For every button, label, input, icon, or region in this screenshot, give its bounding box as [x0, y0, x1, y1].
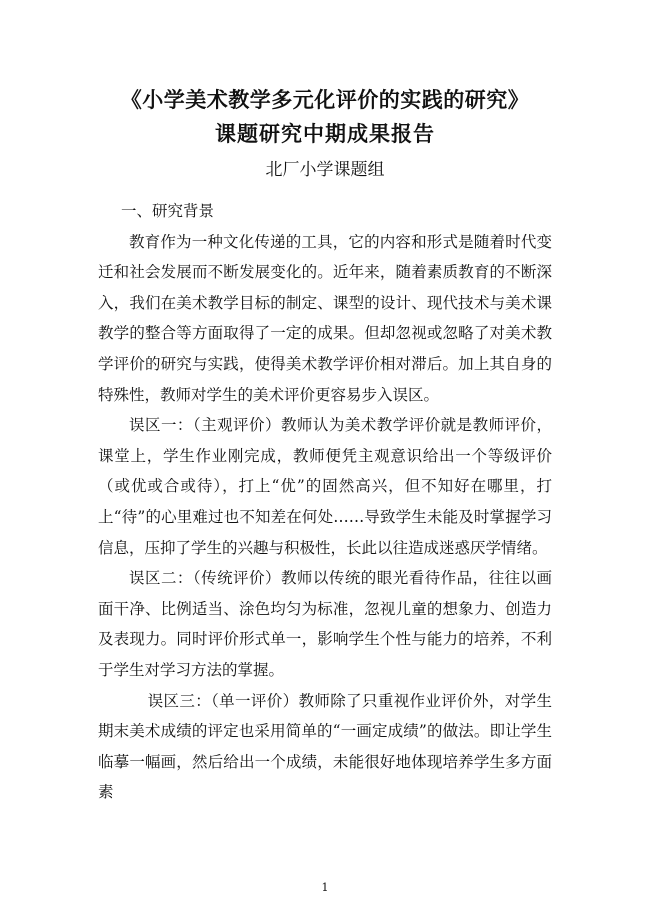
page-number: 1 — [321, 881, 329, 894]
report-title: 《小学美术教学多元化评价的实践的研究》 — [120, 87, 530, 112]
section-heading: 一、研究背景 — [121, 202, 215, 220]
author-group: 北厂小学课题组 — [265, 160, 385, 180]
paragraph-background: 教育作为一种文化传递的工具，它的内容和形式是随着时代变迁和社会发展而不断发展变化的。近年来，随着素质教育的不断深入，我们在美术教学目标的制定、课型的设计、现代技术与美术课教学的整合等方面取得了一定的成果。但却忽视或忽略了对美术教学评价的研究与实践，使得美术教学评价相对滞后。加上其自身的特殊性，教师对学生的美术评价更容易步入误区。 — [98, 232, 552, 404]
paragraph-misconception-1: 误区一：（主观评价）教师认为美术教学评价就是教师评价，课堂上，学生作业刚完成，教师便凭主观意识给出一个等级评价（或优或合或待），打上“优”的固然高兴，但不知好在哪里，打上“待”的心里难过也不知差在何处……导致学生未能及时掌握学习信息，压抑了学生的兴趣与积极性，长此以往造成迷惑厌学情绪。 — [98, 416, 552, 557]
report-subtitle: 课题研究中期成果报告 — [215, 121, 435, 146]
document-body — [98, 196, 552, 808]
paragraph-misconception-3: 误区三：（单一评价）教师除了只重视作业评价外，对学生期末美术成绩的评定也采用简单的“一画定成绩”的做法。即让学生临摹一幅画，然后给出一个成绩，未能很好地体现培养学生多方面素 — [98, 691, 552, 802]
paragraph-misconception-2: 误区二：（传统评价）教师以传统的眼光看待作品，往往以画面干净、比例适当、涂色均匀为标准，忽视儿童的想象力、创造力及表现力。同时评价形式单一，影响学生个性与能力的培养，不利于学生对学习方法的掌握。 — [98, 569, 552, 679]
